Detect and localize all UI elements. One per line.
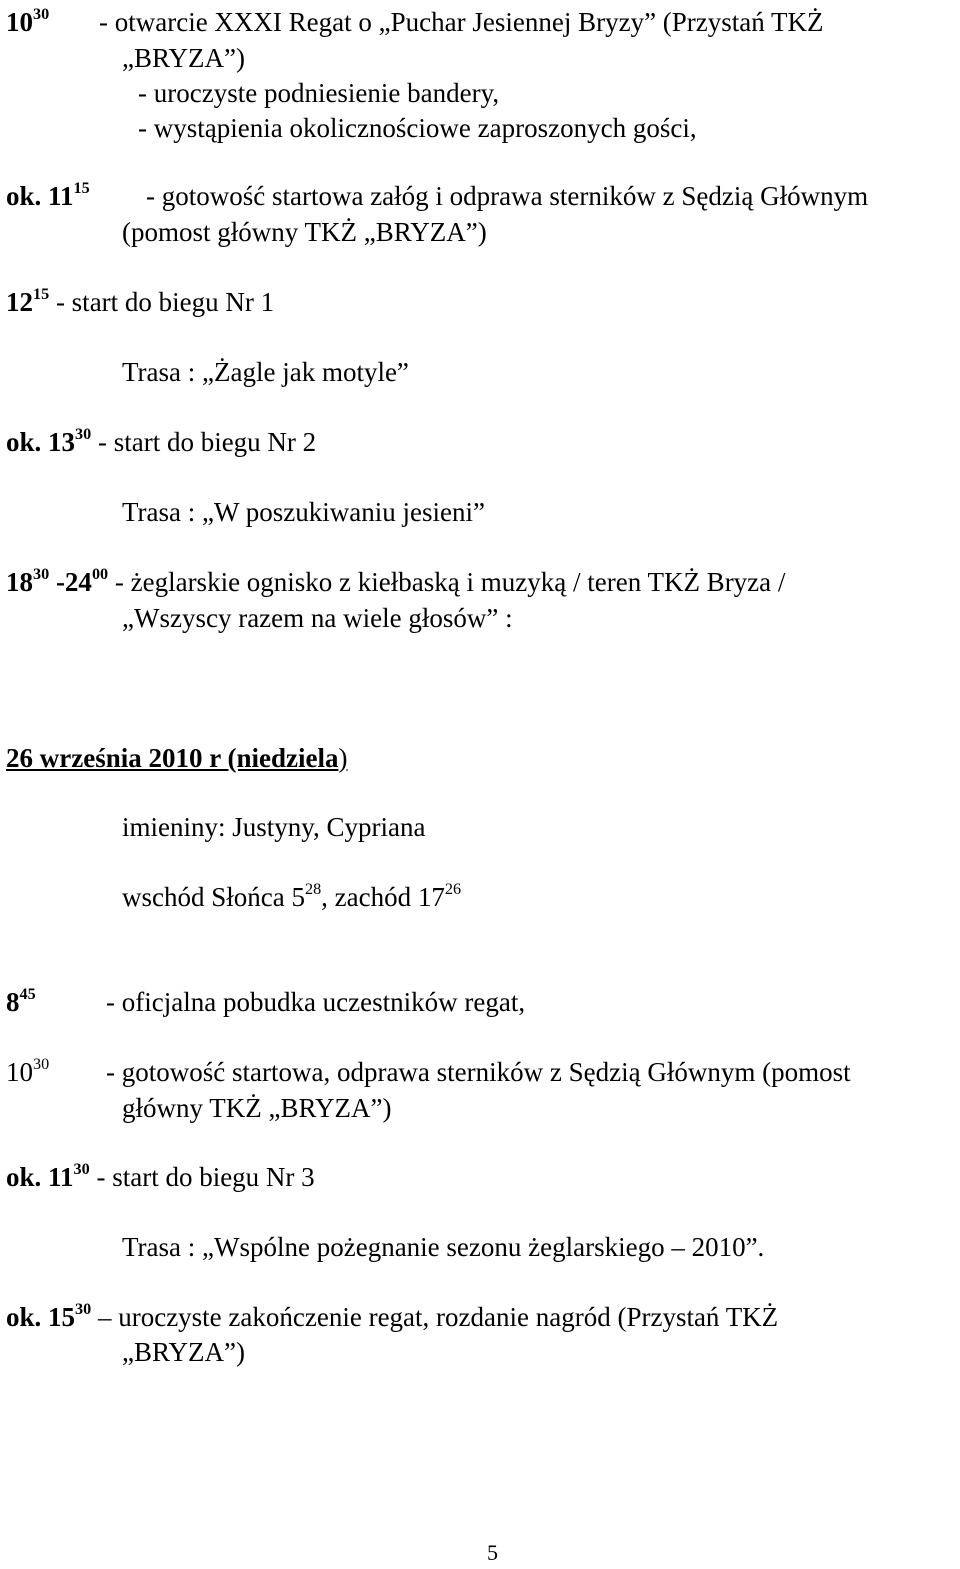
sun-times-line: wschód Słońca $5^{28}$, zachód $17^{26}$	[122, 879, 462, 912]
opening-text: - otwarcie XXXI Regat o „Puchar Jesiennej Bryzy” (Przystań TKŻ	[99, 7, 824, 37]
race-2-route: Trasa : „W poszukiwaniu jesieni”	[122, 497, 485, 527]
flag-raising-text: - uroczyste podniesienie bandery,	[138, 78, 500, 108]
page-number: 5	[487, 1540, 498, 1565]
nameday-line: imieniny: Justyny, Cypriana	[122, 812, 426, 842]
wakeup-text: - oficjalna pobudka uczestników regat,	[106, 987, 526, 1017]
race-3-route: Trasa : „Wspólne pożegnanie sezonu żeglarskiego – 2010”.	[122, 1232, 765, 1262]
time-readiness-2: $10^{30}$	[6, 1054, 50, 1087]
race-3-line: ok. $11^{30}$ - start do biegu Nr 3	[6, 1159, 315, 1192]
guest-speeches-text: - wystąpienia okolicznościowe zaproszonych gości,	[138, 113, 697, 143]
closing-line-cont: „BRYZA”)	[122, 1337, 245, 1367]
time-opening: $10^{30}$	[6, 4, 50, 37]
time-readiness: ok. $11^{15}$	[6, 178, 90, 211]
bonfire-line-cont: „Wszyscy razem na wiele głosów” :	[122, 603, 513, 633]
race-1-line: $12^{15}$ - start do biegu Nr 1	[6, 284, 275, 317]
readiness-text: - gotowość startowa załóg i odprawa sterników z Sędzią Głównym	[146, 181, 869, 211]
race-2-line: ok. $13^{30}$ - start do biegu Nr 2	[6, 424, 317, 457]
readiness-2-text: - gotowość startowa, odprawa sterników z Sędzią Głównym (pomost	[106, 1057, 851, 1087]
readiness-2-text-cont: główny TKŻ „BRYZA”)	[122, 1093, 392, 1123]
closing-line: ok. $15^{30}$ – uroczyste zakończenie regat, rozdanie nagród (Przystań TKŻ	[6, 1299, 779, 1332]
bonfire-line: $18^{30}$ $-24^{00}$ - żeglarskie ognisko z kiełbaską i muzyką / teren TKŻ Bryza /	[6, 564, 786, 597]
readiness-text-cont: (pomost główny TKŻ „BRYZA”)	[122, 217, 487, 247]
day-heading: 26 września 2010 r (niedziela)	[6, 743, 348, 773]
race-1-route: Trasa : „Żagle jak motyle”	[122, 357, 409, 387]
time-wakeup: $8^{45}$	[6, 984, 36, 1017]
opening-text-cont: „BRYZA”)	[122, 43, 245, 73]
